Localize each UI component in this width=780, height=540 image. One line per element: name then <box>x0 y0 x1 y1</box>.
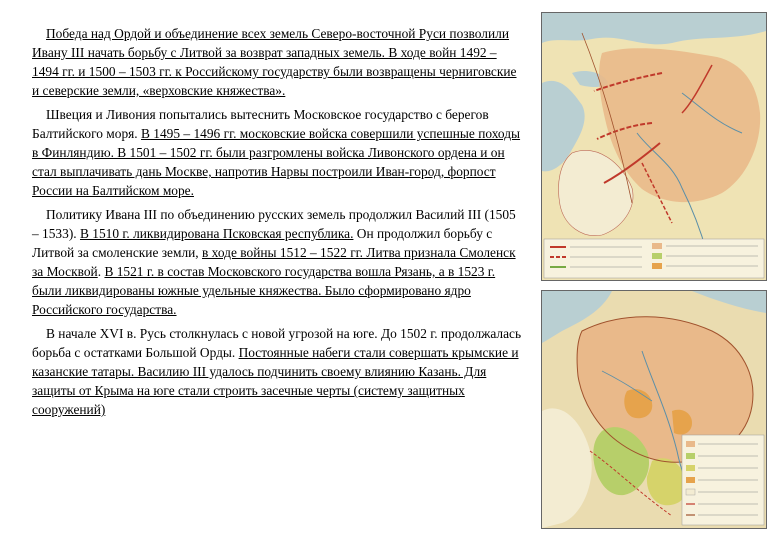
paragraph-3-mid: Он продолжил борьбу с Литвой за смоленские земли, <box>32 226 493 260</box>
paragraph-4 <box>32 324 524 419</box>
paragraph-1-text: Победа над Ордой и объединение всех земель Северо-восточной Руси позволили Ивану III начать борьбу с Литвой за возврат западных земель. В ходе войн 1492 – 1494 гг. и 1500 – 1503 гг. к Российскому государству были возвращены черниговские и северские земли, «верховские княжества». <box>32 26 517 98</box>
paragraph-4-underlined: Постоянные набеги стали совершать крымские и казанские татары. Василию III удалось подчинить своему влиянию Казань. Для защиты от Крыма на юге стали строить засечные черты (систему защитных сооружений) <box>32 345 519 417</box>
campaigns-map-image <box>541 12 767 281</box>
text-column <box>32 24 524 424</box>
territories-map-image <box>541 290 767 529</box>
paragraph-4-intro: В начале XVI в. Русь столкнулась с новой угрозой на юге. До 1502 г. продолжалась борьба с остатками Большой Орды. <box>32 326 522 360</box>
paragraph-2-underlined: В 1495 – 1496 гг. московские войска совершили успешные походы в Финляндию. В 1501 – 1502 гг. были разгромлены войска Ливонского ордена и он стал выплачивать дань Москве, напротив Нарвы построили Иван-город, форпост России на Балтийском море. <box>32 126 521 198</box>
paragraph-3-smolensk: в ходе войны 1512 – 1522 гг. Литва признала Смоленск за Москвой <box>32 245 516 279</box>
paragraph-3-intro: Политику Ивана III по объединению русских земель продолжил Василий III (1505 – 1533). <box>32 207 516 241</box>
paragraph-3-ryazan: В 1521 г. в состав Московского государства вошла Рязань, а в 1523 г. были ликвидированы южные удельные княжества. Было сформировано ядро Российского государства. <box>32 264 496 317</box>
paragraph-2-intro: Швеция и Ливония попытались вытеснить Московское государство с берегов Балтийского моря. <box>32 107 489 141</box>
paragraph-3 <box>32 205 524 319</box>
paragraph-1 <box>32 24 524 100</box>
paragraph-3-pskov: В 1510 г. ликвидирована Псковская республика. <box>79 226 354 241</box>
paragraph-3-sep: . <box>97 264 105 279</box>
paragraph-2 <box>32 105 524 200</box>
